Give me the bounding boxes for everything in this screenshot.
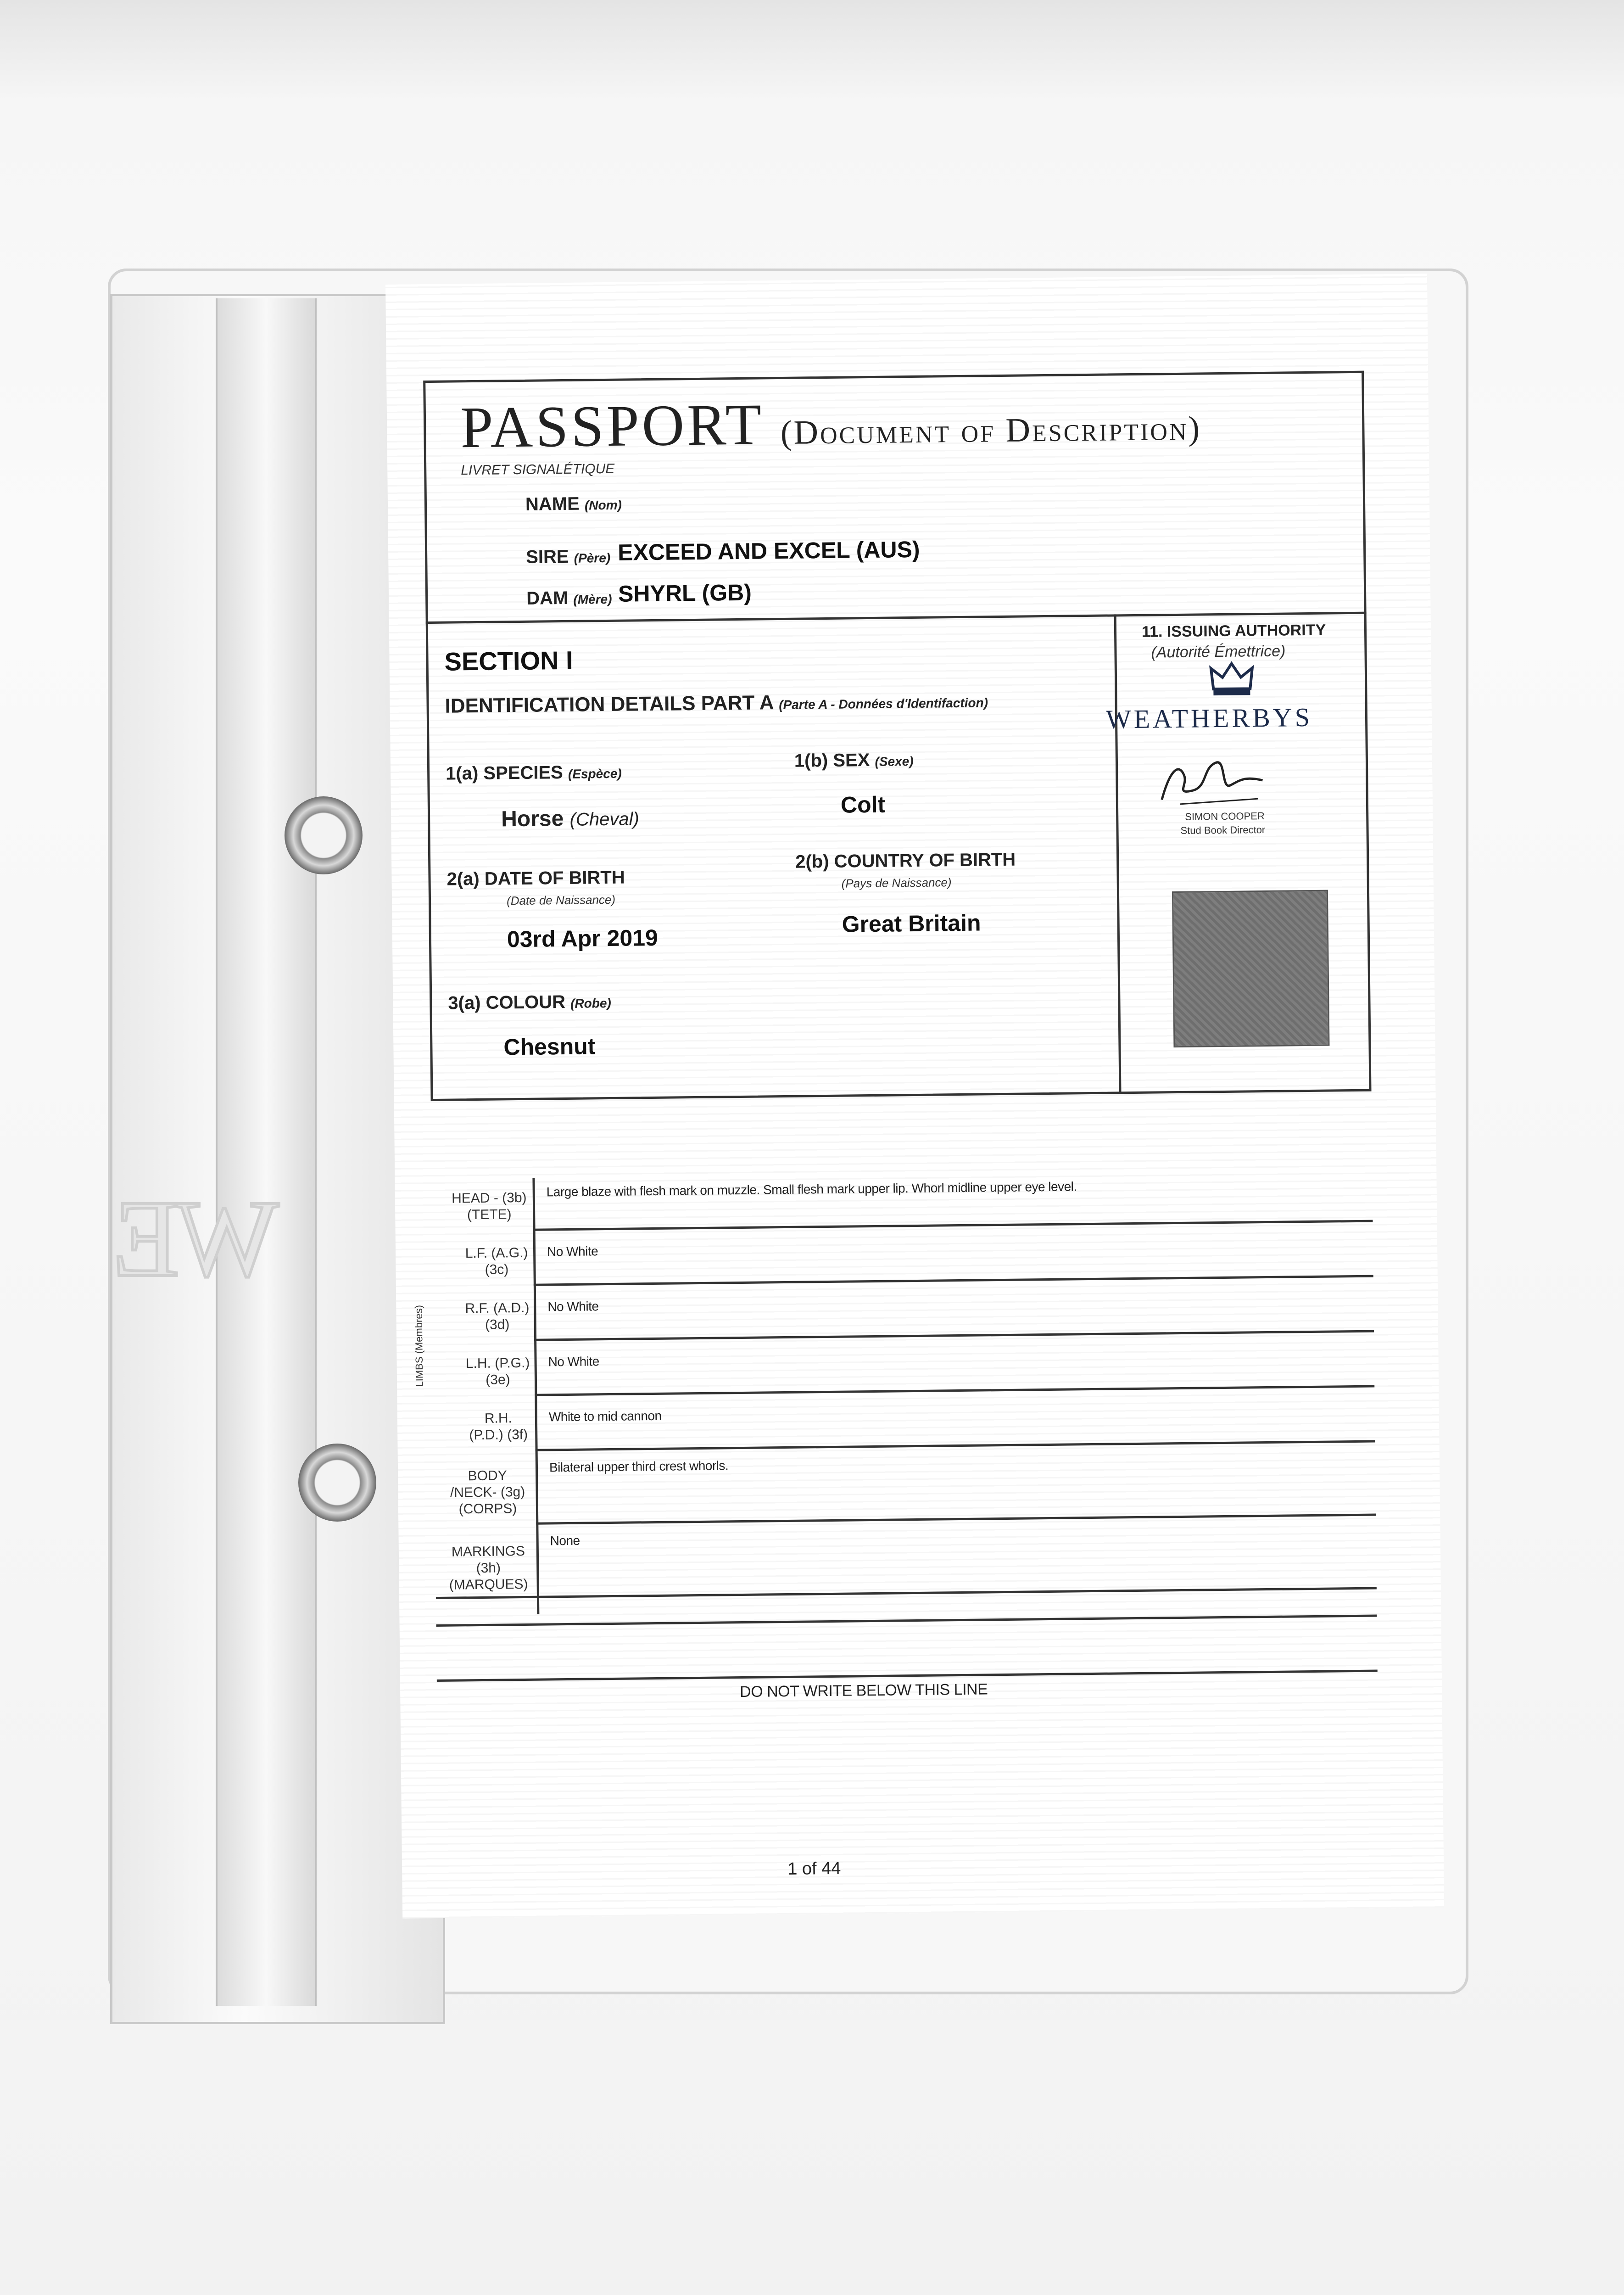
markings-row-label: L.H. (P.G.) (3e) (465, 1355, 530, 1388)
markings-row-line (534, 1330, 1374, 1341)
eyelet-icon (298, 1444, 376, 1522)
markings-row-value: No White (548, 1354, 599, 1369)
markings-row-label: HEAD - (3b) (TETE) (451, 1190, 527, 1223)
markings-row-line (536, 1514, 1376, 1525)
title-main: PASSPORT (460, 392, 764, 460)
section-title: SECTION I (444, 645, 573, 676)
crown-crest-icon (1206, 656, 1257, 698)
passport-title (460, 386, 1202, 461)
markings-row-value: None (550, 1533, 580, 1548)
sire-label: SIRE (Père) (526, 546, 611, 567)
markings-row-value: No White (547, 1299, 599, 1314)
page-number: 1 of 44 (787, 1858, 841, 1879)
sex-label: 1(b) SEX (Sexe) (794, 750, 914, 771)
weatherbys-logo: WEATHERBYS (1105, 702, 1313, 734)
signatory-title: Stud Book Director (1180, 823, 1266, 836)
limbs-vertical-label: LIMBS (Membres) (413, 1304, 425, 1387)
markings-row-line (536, 1440, 1375, 1451)
markings-row-line (436, 1587, 1377, 1599)
title-sub: (Document of Description) (780, 409, 1202, 452)
dob-label: 2(a) DATE OF BIRTH (446, 867, 625, 890)
binder-spine-strip (216, 298, 317, 2006)
markings-row-label: R.H. (P.D.) (3f) (469, 1411, 528, 1443)
sex-value: Colt (840, 791, 886, 818)
signature-image (1152, 748, 1272, 814)
species-label: 1(a) SPECIES (Espèce) (445, 762, 622, 784)
dob-value: 03rd Apr 2019 (507, 924, 659, 952)
dam-label: DAM (Mère) (526, 588, 612, 609)
dam-value: SHYRL (GB) (618, 579, 752, 607)
markings-row-label: MARKINGS (3h) (MARQUES) (449, 1543, 528, 1593)
markings-row-line (535, 1385, 1374, 1396)
markings-row-value: Large blaze with flesh mark on muzzle. Small flesh mark upper lip. Whorl midline upper eye level. (546, 1179, 1077, 1199)
markings-row-line (534, 1275, 1373, 1286)
embossed-logo: WE (117, 1177, 279, 1299)
do-not-write-line (437, 1670, 1378, 1682)
markings-row-value: Bilateral upper third crest whorls. (549, 1458, 729, 1475)
name-label: NAME (Nom) (525, 493, 622, 515)
markings-row-value: White to mid cannon (548, 1408, 662, 1424)
section-subtitle: IDENTIFICATION DETAILS PART A (Parte A - Données d'Identifaction) (445, 691, 988, 717)
passport-page (385, 274, 1444, 1919)
colour-value: Chesnut (503, 1033, 596, 1060)
markings-row-label: L.F. (A.G.) (3c) (465, 1245, 528, 1277)
eyelet-icon (285, 796, 363, 874)
markings-row-value: No White (547, 1244, 598, 1259)
country-label: 2(b) COUNTRY OF BIRTH (795, 849, 1016, 872)
sire-value: EXCEED AND EXCEL (AUS) (617, 536, 920, 565)
country-label-fr: (Pays de Naissance) (841, 875, 952, 890)
dob-label-fr: (Date de Naissance) (506, 892, 616, 908)
hologram-seal (1172, 890, 1330, 1048)
markings-row-label: R.F. (A.D.) (3d) (465, 1300, 530, 1332)
do-not-write-note: DO NOT WRITE BELOW THIS LINE (739, 1680, 988, 1701)
markings-row-line (533, 1220, 1373, 1231)
markings-row-line (436, 1615, 1377, 1627)
species-value: Horse (Cheval) (501, 806, 640, 832)
markings-row-label: BODY /NECK- (3g) (CORPS) (450, 1468, 525, 1517)
passport-subtitle: LIVRET SIGNALÉTIQUE (461, 461, 615, 478)
colour-label: 3(a) COLOUR (Robe) (448, 991, 611, 1013)
authority-label-fr: (Autorité Émettrice) (1151, 642, 1286, 661)
authority-label: 11. ISSUING AUTHORITY (1141, 621, 1326, 641)
signatory-name: SIMON COOPER (1185, 810, 1265, 823)
country-value: Great Britain (842, 910, 981, 937)
